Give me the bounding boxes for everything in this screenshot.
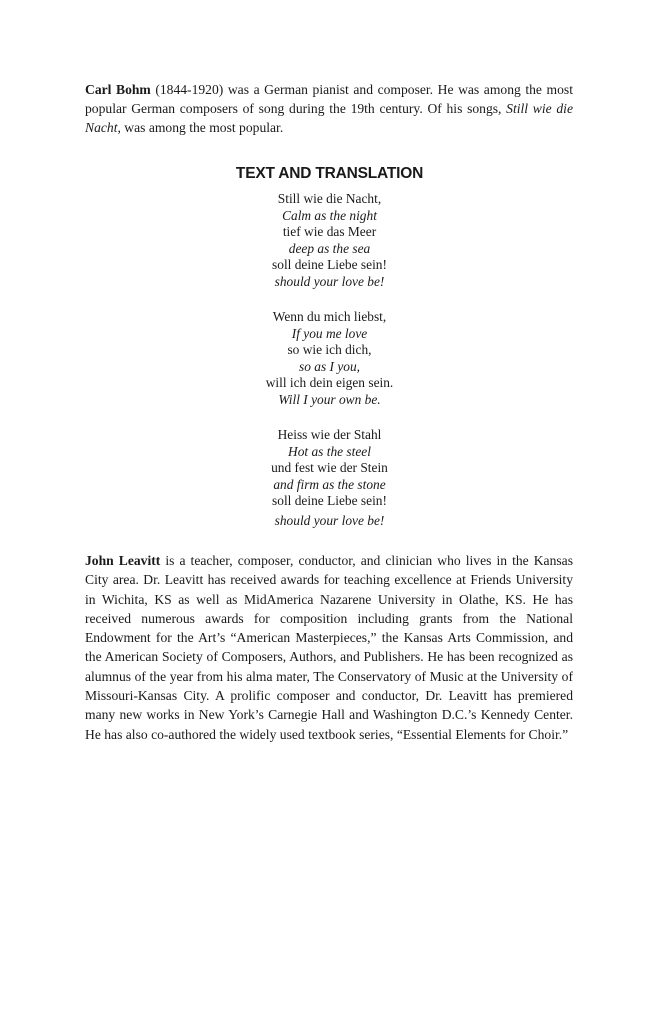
bio-text: is a teacher, composer, conductor, and clinician who lives in the Kansas City area. Dr. Leavitt has received awards for teaching excellence at Friends University in Wichita, KS as well as MidAmerica Nazarene University in Olathe, KS. He has received numerous awards for composition including grants from the National Endowment for the Art’s “American Masterpieces,” the Kansas Arts Commission, and the American Society of Composers, Authors, and Publishers. He has been recognized as alumnus of the year from his alma mater, The Conservatory of Music at the University of Missouri-Kansas City. A prolific composer and conductor, Dr. Leavitt has premiered many new works in New York’s Carnegie Hall and Washington D.C.’s Kennedy Center. He has also co-authored the widely used textbook series, “Essential Elements for Choir.” [85, 553, 573, 742]
german-line: und fest wie der Stein [271, 460, 388, 476]
song-title: Still wie die Nacht [85, 101, 573, 136]
stanza-2 [0, 309, 659, 409]
english-line: If you me love [291, 325, 368, 341]
english-line: should your love be! [274, 273, 385, 289]
german-line: Heiss wie der Stahl [277, 427, 382, 442]
bio-carl-bohm [85, 80, 573, 138]
english-line: Calm as the night [282, 207, 377, 223]
german-line: so wie ich dich, [287, 342, 372, 358]
english-line: and firm as the stone [273, 476, 386, 492]
stanza-1 [0, 191, 659, 291]
german-line: tief wie das Meer [282, 224, 377, 240]
author-name: John Leavitt [85, 553, 161, 568]
german-line: soll deine Liebe sein! [272, 493, 387, 509]
english-line: so as I you, [299, 358, 360, 374]
bio-text-after: , was among the most popular. [117, 120, 284, 136]
bio-john-leavitt [85, 551, 573, 744]
german-line: Still wie die Nacht, [277, 191, 382, 206]
english-line: Will I your own be. [278, 391, 381, 407]
stanza-3 [0, 427, 659, 530]
english-line: Hot as the steel [288, 443, 371, 459]
bio-text-before: (1844-1920) was a German pianist and composer. He was among the most popular German composers of song during the 19th century. Of his songs, [85, 82, 573, 117]
german-line: soll deine Liebe sein! [272, 257, 387, 273]
german-line: will ich dein eigen sein. [265, 375, 394, 391]
german-line: Wenn du mich liebst, [272, 309, 387, 324]
section-heading: TEXT AND TRANSLATION [235, 165, 424, 182]
composer-name: Carl Bohm [85, 82, 151, 97]
english-line: should your love be! [274, 512, 385, 528]
english-line: deep as the sea [288, 240, 371, 256]
